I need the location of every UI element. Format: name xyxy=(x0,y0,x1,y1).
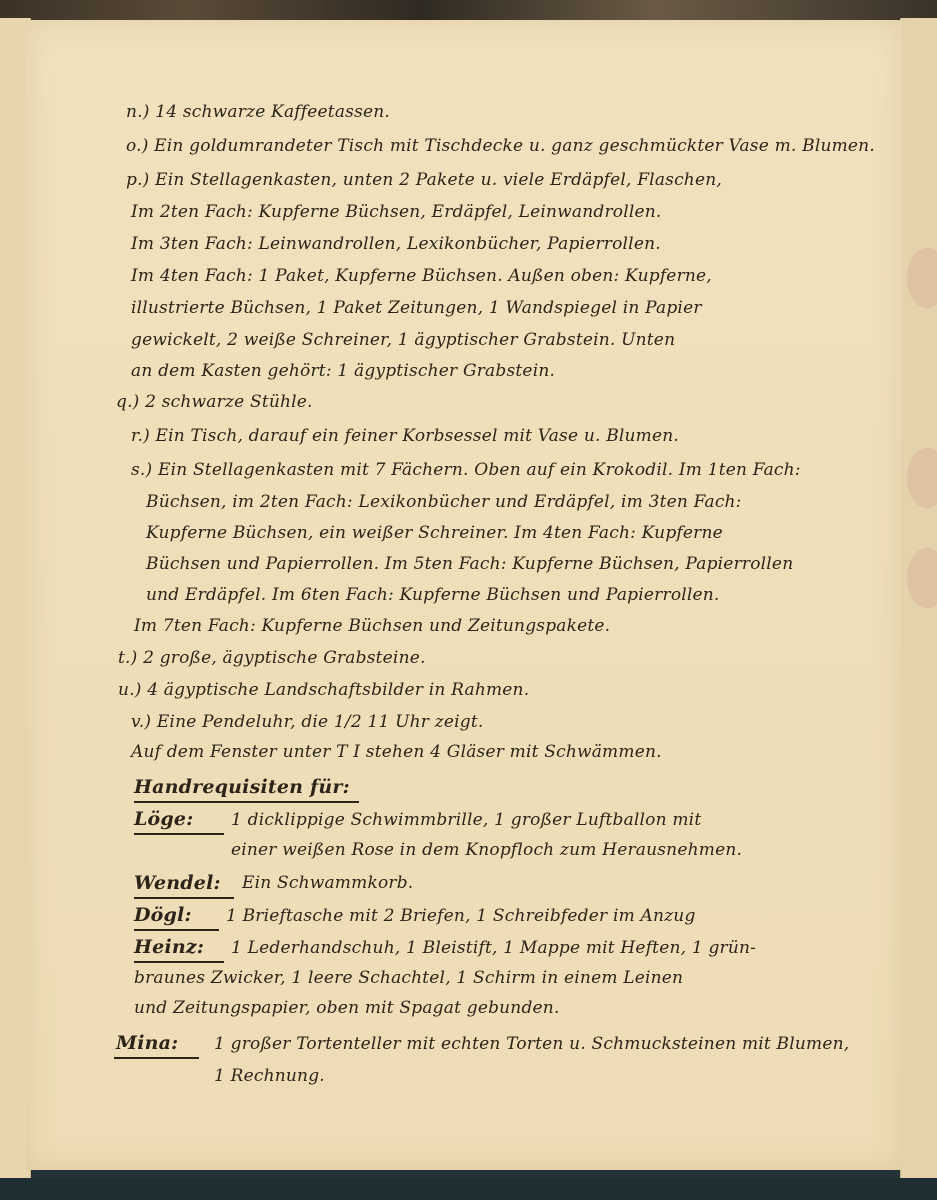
manuscript-line: Im 7ten Fach: Kupferne Büchsen und Zeitungspakete. xyxy=(134,616,611,636)
manuscript-line: s.) Ein Stellagenkasten mit 7 Fächern. Oben auf ein Krokodil. Im 1ten Fach: xyxy=(131,460,801,480)
role-line: 1 Lederhandschuh, 1 Bleistift, 1 Mappe mit Heften, 1 grün- xyxy=(231,938,757,958)
manuscript-line: Im 2ten Fach: Kupferne Büchsen, Erdäpfel, Leinwandrollen. xyxy=(131,202,662,222)
manuscript-line: t.) 2 große, ägyptische Grabsteine. xyxy=(118,648,426,668)
manuscript-line: Büchsen, im 2ten Fach: Lexikonbücher und Erdäpfel, im 3ten Fach: xyxy=(146,492,742,512)
manuscript-line: u.) 4 ägyptische Landschaftsbilder in Rahmen. xyxy=(118,680,530,700)
manuscript-line: Büchsen und Papierrollen. Im 5ten Fach: Kupferne Büchsen, Papierrollen xyxy=(146,554,794,574)
manuscript-line: p.) Ein Stellagenkasten, unten 2 Pakete u. viele Erdäpfel, Flaschen, xyxy=(126,170,722,190)
role-underline xyxy=(134,897,234,899)
section-heading: Handrequisiten für: xyxy=(134,776,350,798)
role-name: Dögl: xyxy=(134,904,192,926)
role-name: Wendel: xyxy=(134,872,221,894)
role-line: braunes Zwicker, 1 leere Schachtel, 1 Schirm in einem Leinen xyxy=(134,968,684,988)
role-name: Mina: xyxy=(116,1032,179,1054)
manuscript-line: q.) 2 schwarze Stühle. xyxy=(116,392,313,412)
manuscript-line: illustrierte Büchsen, 1 Paket Zeitungen, 1 Wandspiegel in Papier xyxy=(131,298,702,318)
manuscript-line: v.) Eine Pendeluhr, die 1/2 11 Uhr zeigt. xyxy=(131,712,484,732)
role-line: 1 Brieftasche mit 2 Briefen, 1 Schreibfeder im Anzug xyxy=(226,906,696,926)
manuscript-line: Im 3ten Fach: Leinwandrollen, Lexikonbücher, Papierrollen. xyxy=(131,234,661,254)
book-cover-top xyxy=(0,0,937,22)
role-line: 1 Rechnung. xyxy=(214,1066,325,1086)
heading-underline xyxy=(134,801,359,803)
role-line: Ein Schwammkorb. xyxy=(242,873,414,893)
role-underline xyxy=(134,833,224,835)
role-name: Löge: xyxy=(134,808,194,830)
role-line: einer weißen Rose in dem Knopfloch zum Herausnehmen. xyxy=(231,840,743,860)
page-tab xyxy=(907,448,937,508)
role-line: und Zeitungspapier, oben mit Spagat gebunden. xyxy=(134,998,560,1018)
right-page-edge xyxy=(900,18,937,1178)
role-line: 1 großer Tortenteller mit echten Torten u. Schmucksteinen mit Blumen, xyxy=(214,1034,850,1054)
manuscript-line: Auf dem Fenster unter T I stehen 4 Gläser mit Schwämmen. xyxy=(131,742,662,762)
manuscript-line: gewickelt, 2 weiße Schreiner, 1 ägyptischer Grabstein. Unten xyxy=(131,330,676,350)
manuscript-line: r.) Ein Tisch, darauf ein feiner Korbsessel mit Vase u. Blumen. xyxy=(131,426,680,446)
role-name: Heinz: xyxy=(134,936,205,958)
manuscript-line: Im 4ten Fach: 1 Paket, Kupferne Büchsen. Außen oben: Kupferne, xyxy=(131,266,712,286)
role-line: 1 dicklippige Schwimmbrille, 1 großer Luftballon mit xyxy=(231,810,702,830)
manuscript-line: Kupferne Büchsen, ein weißer Schreiner. Im 4ten Fach: Kupferne xyxy=(146,523,723,543)
role-underline xyxy=(134,929,219,931)
manuscript-line: n.) 14 schwarze Kaffeetassen. xyxy=(126,102,391,122)
role-underline xyxy=(134,961,224,963)
manuscript-page xyxy=(26,20,902,1170)
page-tab xyxy=(907,548,937,608)
book-cover-bottom xyxy=(0,1178,937,1200)
manuscript-line: und Erdäpfel. Im 6ten Fach: Kupferne Büchsen und Papierrollen. xyxy=(146,585,720,605)
manuscript-line: an dem Kasten gehört: 1 ägyptischer Grabstein. xyxy=(131,361,556,381)
page-tab xyxy=(907,248,937,308)
role-underline xyxy=(114,1057,199,1059)
manuscript-line: o.) Ein goldumrandeter Tisch mit Tischdecke u. ganz geschmückter Vase m. Blumen. xyxy=(126,136,875,156)
